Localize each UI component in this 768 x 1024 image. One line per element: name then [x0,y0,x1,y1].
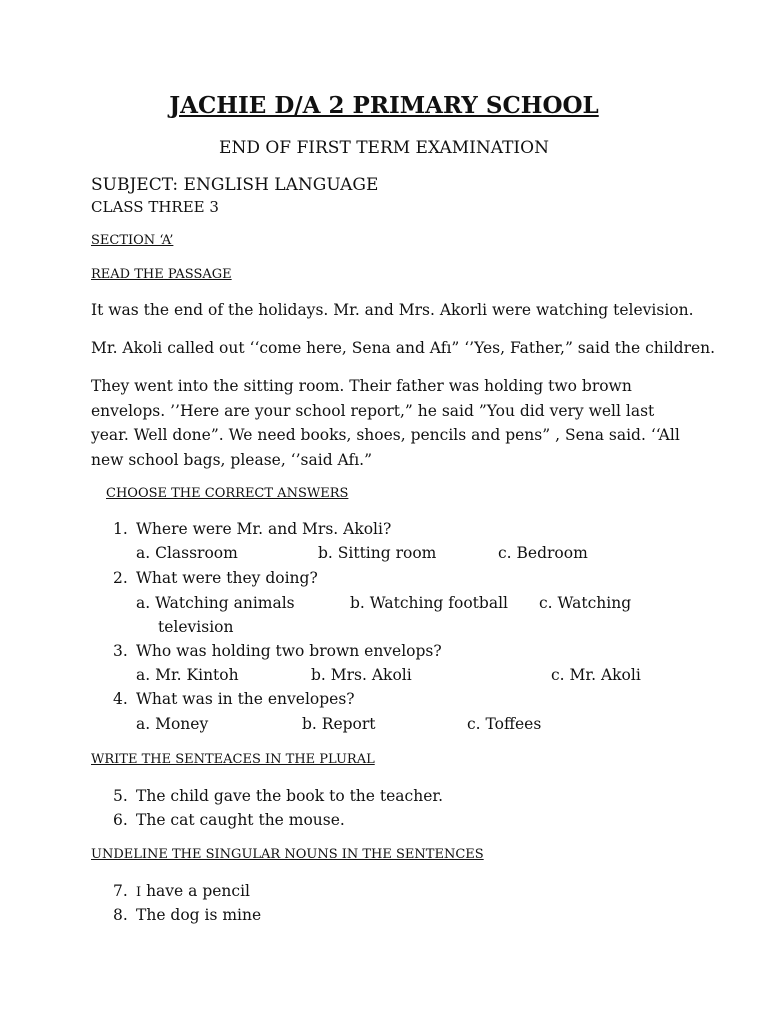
sentence-text: The child gave the book to the teacher. [136,787,443,805]
plural-heading: WRITE THE SENTEACES IN THE PLURAL [91,752,375,767]
choose-answers-heading: CHOOSE THE CORRECT ANSWERS [106,486,349,501]
read-passage-heading: READ THE PASSAGE [91,267,232,282]
sentence-rest: have a pencil [141,882,250,900]
question-number: 5. [113,787,128,805]
question-number: 1. [113,520,128,538]
question-number: 7. [113,882,128,900]
answer-option-wrap: television [158,618,234,636]
question-text: Who was holding two brown envelops? [136,642,442,660]
answer-option: a. Watching animals [136,594,295,612]
subject-line: SUBJECT: ENGLISH LANGUAGE [91,175,379,195]
answer-option: c. Toffees [467,715,542,733]
passage-paragraph-2: Mr. Akoli called out ‘‘come here, Sena and Afı” ‘’Yes, Father,” said the children. [91,339,716,357]
class-line: CLASS THREE 3 [91,198,219,216]
answer-option: b. Mrs. Akoli [311,666,412,684]
question-number: 4. [113,690,128,708]
answer-option: c. Mr. Akoli [551,666,641,684]
answer-option: c. Bedroom [498,544,588,562]
sentence-text [136,882,250,900]
answer-option: a. Classroom [136,544,238,562]
question-text: Where were Mr. and Mrs. Akoli? [136,520,392,538]
sentence-prefix: I [136,885,142,900]
answer-option: b. Report [302,715,376,733]
school-name: JACHIE D/A 2 PRIMARY SCHOOL [169,92,599,119]
answer-option: b. Watching football [350,594,508,612]
answer-option: a. Money [136,715,209,733]
passage-paragraph-1: It was the end of the holidays. Mr. and Mrs. Akorli were watching television. [91,301,694,319]
question-text: What were they doing? [136,569,318,587]
exam-title: END OF FIRST TERM EXAMINATION [219,138,549,158]
answer-option: a. Mr. Kintoh [136,666,239,684]
question-number: 3. [113,642,128,660]
answer-option: c. Watching [539,594,632,612]
answer-option: b. Sitting room [318,544,437,562]
passage-paragraph-3: They went into the sitting room. Their father was holding two brown envelops. ’’Here are your school report,” he said ”You did very well last year. Well done”. We need books, shoes, pencils and pens” , Sena said. ‘‘All new school bags, please, ‘’said Afı.” [91,377,680,469]
question-number: 8. [113,906,128,924]
question-number: 6. [113,811,128,829]
sentence-text: The dog is mine [136,906,262,924]
section-a-heading: SECTION ‘A’ [91,233,174,248]
nouns-heading: UNDELINE THE SINGULAR NOUNS IN THE SENTENCES [91,847,484,862]
question-number: 2. [113,569,128,587]
question-text: What was in the envelopes? [136,690,355,708]
sentence-text: The cat caught the mouse. [136,811,345,829]
